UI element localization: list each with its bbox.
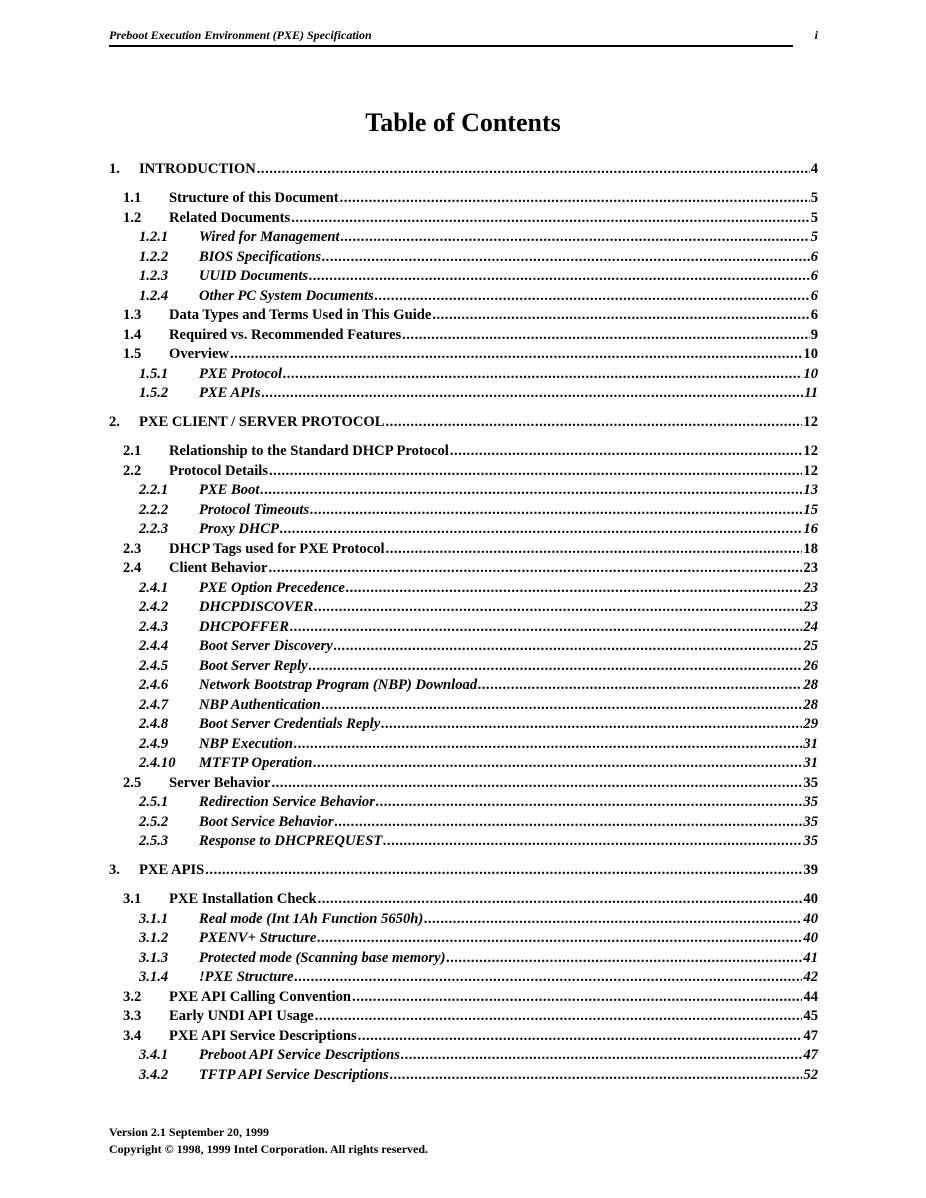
toc-entry[interactable]: [109, 160, 818, 179]
toc-entry-page-number: 31: [803, 736, 818, 752]
toc-entry-title: TFTP API Service Descriptions: [199, 1067, 389, 1083]
toc-entry-number: 2.3: [123, 541, 142, 557]
toc-entry-number: 1.2.3: [139, 268, 169, 284]
toc-entry[interactable]: [123, 189, 818, 208]
toc-entry-title: Boot Server Credentials Reply: [199, 716, 381, 732]
toc-dot-leader: [269, 559, 803, 578]
toc-entry-title: Structure of this Document: [169, 190, 339, 206]
toc-entry-page-number: 5: [810, 190, 818, 206]
toc-dot-leader: [386, 540, 803, 559]
toc-entry[interactable]: [123, 462, 818, 481]
toc-entry-page-number: 12: [803, 463, 818, 479]
toc-entry-title: PXE APIs: [199, 385, 261, 401]
toc-entry-title: Response to DHCPREQUEST: [199, 833, 383, 849]
toc-entry-number: 1.5.1: [139, 366, 169, 382]
toc-entry-title: UUID Documents: [199, 268, 309, 284]
toc-dot-leader: [432, 306, 809, 325]
toc-entry-page-number: 12: [803, 443, 818, 459]
toc-dot-leader: [271, 774, 802, 793]
toc-entry-number: 3.: [109, 862, 120, 878]
toc-entry[interactable]: [139, 365, 818, 384]
toc-entry[interactable]: [139, 910, 818, 929]
toc-entry-page-number: 31: [803, 755, 818, 771]
toc-entry[interactable]: [139, 287, 818, 306]
toc-dot-leader: [402, 326, 810, 345]
toc-entry-page-number: 26: [803, 658, 818, 674]
toc-entry-page-number: 18: [803, 541, 818, 557]
toc-entry-number: 2.4.5: [139, 658, 169, 674]
page-footer: [109, 1124, 428, 1158]
toc-entry-title: Early UNDI API Usage: [169, 1008, 314, 1024]
toc-dot-leader: [340, 189, 810, 208]
toc-dot-leader: [310, 501, 802, 520]
toc-dot-leader: [390, 1066, 803, 1085]
toc-entry-number: 3.1.2: [139, 930, 169, 946]
toc-dot-leader: [375, 287, 810, 306]
toc-entry-page-number: 40: [803, 911, 818, 927]
toc-entry-number: 2.2.2: [139, 502, 169, 518]
toc-dot-leader: [358, 1027, 803, 1046]
toc-entry-number: 2.: [109, 414, 120, 430]
toc-entry-title: Other PC System Documents: [199, 288, 374, 304]
toc-dot-leader: [262, 384, 804, 403]
toc-entry[interactable]: [139, 949, 818, 968]
toc-entry[interactable]: [123, 988, 818, 1007]
toc-entry[interactable]: [123, 890, 818, 909]
toc-entry-page-number: 5: [810, 229, 818, 245]
toc-entry-page-number: 24: [803, 619, 818, 635]
toc-entry-page-number: 6: [810, 307, 818, 323]
toc-entry-number: 2.5.3: [139, 833, 169, 849]
toc-entry[interactable]: [139, 735, 818, 754]
toc-entry[interactable]: [123, 1007, 818, 1026]
toc-entry-page-number: 23: [803, 560, 818, 576]
toc-entry-page-number: 23: [803, 599, 818, 615]
toc-dot-leader: [294, 968, 802, 987]
toc-entry[interactable]: [139, 1066, 818, 1085]
toc-entry-number: 1.2.4: [139, 288, 169, 304]
toc-entry-page-number: 10: [803, 366, 818, 382]
toc-entry-title: PXENV+ Structure: [199, 930, 317, 946]
toc-entry-number: 2.5.2: [139, 814, 169, 830]
toc-dot-leader: [383, 832, 802, 851]
toc-dot-leader: [280, 520, 803, 539]
toc-entry[interactable]: [139, 618, 818, 637]
toc-dot-leader: [309, 657, 803, 676]
toc-entry-title: PXE Protocol: [199, 366, 283, 382]
toc-entry-page-number: 10: [803, 346, 818, 362]
toc-entry-page-number: 47: [803, 1047, 818, 1063]
toc-dot-leader: [317, 929, 802, 948]
toc-entry-number: 3.1.3: [139, 950, 169, 966]
toc-entry-page-number: 35: [803, 794, 818, 810]
toc-entry-title: Relationship to the Standard DHCP Protocol: [169, 443, 449, 459]
toc-entry-number: 1.: [109, 161, 120, 177]
toc-dot-leader: [376, 793, 802, 812]
toc-entry-number: 2.2: [123, 463, 142, 479]
toc-entry-number: 3.1.1: [139, 911, 169, 927]
toc-entry-title: PXE Option Precedence: [199, 580, 345, 596]
toc-entry[interactable]: [123, 345, 818, 364]
toc-entry[interactable]: [123, 540, 818, 559]
toc-entry[interactable]: [139, 968, 818, 987]
toc-entry-page-number: 4: [810, 161, 818, 177]
toc-dot-leader: [283, 365, 802, 384]
toc-entry[interactable]: [139, 696, 818, 715]
toc-dot-leader: [341, 228, 810, 247]
toc-entry-title: INTRODUCTION: [139, 161, 256, 177]
toc-entry-page-number: 35: [803, 833, 818, 849]
toc-entry-title: PXE APIS: [139, 862, 205, 878]
toc-entry-page-number: 47: [803, 1028, 818, 1044]
toc-entry[interactable]: [123, 559, 818, 578]
toc-entry-title: Overview: [169, 346, 229, 362]
toc-entry-title: Protected mode (Scanning base memory): [199, 950, 446, 966]
toc-entry-title: Proxy DHCP: [199, 521, 279, 537]
toc-entry-page-number: 29: [803, 716, 818, 732]
toc-entry-page-number: 11: [804, 385, 818, 401]
toc-dot-leader: [381, 715, 802, 734]
toc-entry[interactable]: [139, 929, 818, 948]
toc-entry-title: Server Behavior: [169, 775, 271, 791]
toc-entry[interactable]: [139, 1046, 818, 1065]
footer-copyright: Copyright © 1998, 1999 Intel Corporation. All rights reserved.: [109, 1142, 429, 1156]
toc-dot-leader: [385, 413, 802, 432]
toc-dot-leader: [205, 861, 802, 880]
toc-entry[interactable]: [139, 384, 818, 403]
toc-entry-title: DHCPOFFER: [199, 619, 290, 635]
toc-entry-number: 2.1: [123, 443, 142, 459]
toc-entry-number: 2.4.8: [139, 716, 169, 732]
toc-dot-leader: [346, 579, 802, 598]
toc-entry-page-number: 39: [803, 862, 818, 878]
toc-entry[interactable]: [139, 267, 818, 286]
toc-entry-number: 2.4: [123, 560, 142, 576]
toc-entry-page-number: 16: [803, 521, 818, 537]
toc-entry-number: 1.5: [123, 346, 142, 362]
toc-entry-title: Protocol Details: [169, 463, 269, 479]
toc-entry-page-number: 28: [803, 677, 818, 693]
toc-entry-page-number: 6: [810, 268, 818, 284]
toc-dot-leader: [450, 442, 803, 461]
toc-dot-leader: [291, 209, 810, 228]
toc-entry-number: 1.3: [123, 307, 142, 323]
toc-entry-page-number: 6: [810, 288, 818, 304]
toc-entry-title: PXE Boot: [199, 482, 260, 498]
toc-dot-leader: [334, 637, 803, 656]
toc-entry-title: Required vs. Recommended Features: [169, 327, 402, 343]
toc-dot-leader: [352, 988, 802, 1007]
toc-entry-page-number: 28: [803, 697, 818, 713]
toc-entry-number: 3.1.4: [139, 969, 169, 985]
toc-entry[interactable]: [123, 306, 818, 325]
toc-entry-title: DHCP Tags used for PXE Protocol: [169, 541, 385, 557]
toc-entry-number: 2.5.1: [139, 794, 169, 810]
toc-entry-title: !PXE Structure: [199, 969, 294, 985]
toc-entry-title: PXE CLIENT / SERVER PROTOCOL: [139, 414, 385, 430]
toc-dot-leader: [290, 618, 802, 637]
toc-entry-title: Boot Service Behavior: [199, 814, 334, 830]
toc-dot-leader: [478, 676, 802, 695]
toc-entry[interactable]: [139, 793, 818, 812]
toc-entry-page-number: 44: [803, 989, 818, 1005]
toc-entry-title: DHCPDISCOVER: [199, 599, 314, 615]
toc-entry-number: 2.4.6: [139, 677, 169, 693]
toc-entry-title: NBP Execution: [199, 736, 293, 752]
toc-entry-page-number: 6: [810, 249, 818, 265]
toc-dot-leader: [309, 267, 810, 286]
toc-entry-number: 2.4.3: [139, 619, 169, 635]
toc-entry-page-number: 45: [803, 1008, 818, 1024]
toc-dot-leader: [313, 754, 802, 773]
toc-dot-leader: [257, 160, 810, 179]
toc-entry-title: MTFTP Operation: [199, 755, 313, 771]
toc-dot-leader: [318, 890, 803, 909]
toc-entry-number: 2.4.1: [139, 580, 169, 596]
toc-entry[interactable]: [139, 228, 818, 247]
toc-entry-page-number: 41: [803, 950, 818, 966]
toc-entry-title: Boot Server Discovery: [199, 638, 333, 654]
toc-entry[interactable]: [139, 481, 818, 500]
toc-entry-page-number: 9: [810, 327, 818, 343]
toc-entry-number: 2.4.10: [139, 755, 176, 771]
toc-dot-leader: [315, 1007, 803, 1026]
toc-entry[interactable]: [139, 715, 818, 734]
toc-entry-title: PXE API Calling Convention: [169, 989, 352, 1005]
toc-entry-number: 2.5: [123, 775, 142, 791]
toc-entry-number: 1.2.2: [139, 249, 169, 265]
toc-dot-leader: [314, 598, 802, 617]
toc-entry[interactable]: [123, 442, 818, 461]
toc-entry-title: Related Documents: [169, 210, 291, 226]
toc-entry-number: 3.2: [123, 989, 142, 1005]
toc-entry-number: 1.1: [123, 190, 142, 206]
toc-entry-title: BIOS Specifications: [199, 249, 322, 265]
toc-entry-page-number: 42: [803, 969, 818, 985]
toc-entry-number: 3.4: [123, 1028, 142, 1044]
toc-entry-page-number: 35: [803, 814, 818, 830]
header-page-number: i: [814, 28, 818, 42]
toc-dot-leader: [230, 345, 802, 364]
toc-entry-number: 1.2: [123, 210, 142, 226]
toc-entry-title: Data Types and Terms Used in This Guide: [169, 307, 432, 323]
toc-entry-title: Redirection Service Behavior: [199, 794, 375, 810]
toc-dot-leader: [335, 813, 803, 832]
toc-entry[interactable]: [139, 832, 818, 851]
toc-entry-page-number: 52: [803, 1067, 818, 1083]
footer-version: Version 2.1 September 20, 1999: [109, 1125, 269, 1139]
toc-entry-number: 2.4.4: [139, 638, 169, 654]
toc-entry[interactable]: [139, 598, 818, 617]
toc-entry-number: 3.1: [123, 891, 142, 907]
toc-entry-number: 2.2.1: [139, 482, 169, 498]
toc-entry-number: 3.4.1: [139, 1047, 169, 1063]
toc-dot-leader: [260, 481, 802, 500]
toc-entry-page-number: 40: [803, 891, 818, 907]
toc-entry[interactable]: [123, 1027, 818, 1046]
toc-entry-title: NBP Authentication: [199, 697, 321, 713]
toc-entry-page-number: 15: [803, 502, 818, 518]
toc-entry[interactable]: [123, 326, 818, 345]
toc-entry-page-number: 25: [803, 638, 818, 654]
toc-entry-page-number: 23: [803, 580, 818, 596]
toc-entry-number: 2.4.2: [139, 599, 169, 615]
toc-entry-number: 2.4.7: [139, 697, 169, 713]
toc-entry-page-number: 13: [803, 482, 818, 498]
toc-dot-leader: [401, 1046, 802, 1065]
toc-entry[interactable]: [139, 248, 818, 267]
toc-entry-page-number: 5: [810, 210, 818, 226]
toc-entry-title: Wired for Management: [199, 229, 340, 245]
toc-entry-title: Boot Server Reply: [199, 658, 308, 674]
toc-entry-number: 2.2.3: [139, 521, 169, 537]
toc-entry-number: 1.5.2: [139, 385, 169, 401]
toc-entry-number: 1.2.1: [139, 229, 169, 245]
toc-dot-leader: [269, 462, 802, 481]
toc-entry-title: Real mode (Int 1Ah Function 5650h): [199, 911, 424, 927]
toc-entry[interactable]: [139, 754, 818, 773]
toc-entry[interactable]: [109, 861, 818, 880]
toc-entry[interactable]: [139, 637, 818, 656]
toc-entry[interactable]: [139, 501, 818, 520]
toc-entry-title: Preboot API Service Descriptions: [199, 1047, 400, 1063]
toc-dot-leader: [322, 696, 803, 715]
toc-entry-title: Protocol Timeouts: [199, 502, 310, 518]
toc-entry-page-number: 40: [803, 930, 818, 946]
toc-entry-title: Client Behavior: [169, 560, 268, 576]
toc-entry[interactable]: [139, 579, 818, 598]
toc-entry-page-number: 35: [803, 775, 818, 791]
toc-dot-leader: [294, 735, 802, 754]
toc-entry-title: PXE Installation Check: [169, 891, 317, 907]
toc-entry-page-number: 12: [803, 414, 818, 430]
toc-entry-title: PXE API Service Descriptions: [169, 1028, 357, 1044]
toc-entry[interactable]: [109, 413, 818, 432]
toc-entry[interactable]: [139, 813, 818, 832]
toc-entry[interactable]: [139, 657, 818, 676]
page-title: Table of Contents: [365, 108, 561, 137]
header-title: Preboot Execution Environment (PXE) Specification: [109, 28, 372, 42]
toc-entry-title: Network Bootstrap Program (NBP) Download: [199, 677, 478, 693]
toc-entry-number: 3.3: [123, 1008, 142, 1024]
toc-entry[interactable]: [139, 676, 818, 695]
toc-entry[interactable]: [139, 520, 818, 539]
toc-dot-leader: [446, 949, 802, 968]
toc-entry[interactable]: [123, 774, 818, 793]
toc-dot-leader: [322, 248, 810, 267]
toc-entry-number: 1.4: [123, 327, 142, 343]
toc-entry[interactable]: [123, 209, 818, 228]
toc-entry-number: 2.4.9: [139, 736, 169, 752]
toc-entry-number: 3.4.2: [139, 1067, 169, 1083]
toc-dot-leader: [424, 910, 802, 929]
